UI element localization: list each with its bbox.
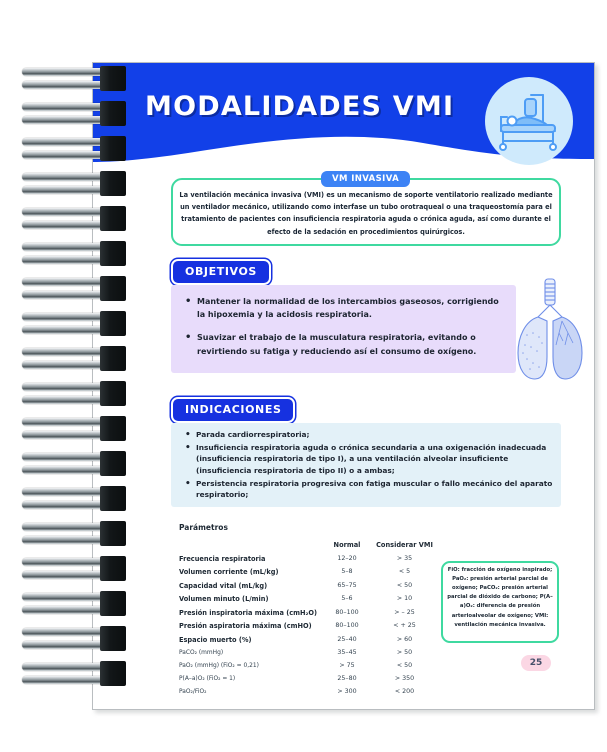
cell-param: Presión inspiratoria máxima (cmH₂O) <box>179 608 318 617</box>
spiral-coil <box>22 523 130 550</box>
list-item: • Suavizar el trabajo de la musculatura respiratoria, evitando o revirtiendo su fatiga y reduciendo así el consumo de oxígeno. <box>185 331 507 357</box>
table-row <box>179 553 434 567</box>
col-header-normal: Normal <box>333 541 361 549</box>
spiral-coil <box>22 348 130 375</box>
cell-vmi: > 60 <box>396 635 413 643</box>
cell-param: PaCO₂ (mmHg) <box>179 650 224 657</box>
cell-normal: > 75 <box>339 662 355 670</box>
vm-invasiva-body: La ventilación mecánica invasiva (VMI) es un mecanismo de soporte ventilatorio realizado mediante un ventilador mecánico, utilizando como interfase un tubo orotraqueal o una traqueostomía para el tratamiento de pacientes con insuficiencia respiratoria aguda o crónica aguda, así como durante el efecto de la sedación en procedimientos quirúrgicos. <box>179 191 553 236</box>
table-row <box>179 673 434 686</box>
lungs-illustration-icon <box>511 275 589 387</box>
cell-param: Volumen corriente (mL/kg) <box>179 568 279 577</box>
spiral-coil <box>22 243 130 270</box>
spiral-coil <box>22 453 130 480</box>
spiral-coil <box>22 593 130 620</box>
table-row <box>179 593 434 607</box>
cell-normal: 25–80 <box>337 674 357 682</box>
cell-normal: 5–8 <box>341 568 353 576</box>
spiral-coil <box>22 488 130 515</box>
spiral-coil <box>22 278 130 305</box>
cell-normal: 80–100 <box>335 608 359 616</box>
cell-param: P(A–a)O₂ (FiO₂ = 1) <box>179 675 236 682</box>
spiral-coil <box>22 208 130 235</box>
spiral-coil <box>22 313 130 340</box>
cell-normal: 65–75 <box>337 581 357 589</box>
cell-normal: 5–6 <box>341 595 353 603</box>
objetivos-list <box>185 295 507 368</box>
table-row <box>179 580 434 594</box>
cell-param: Frecuencia respiratoria <box>179 554 266 563</box>
cell-param: PaO₂/FiO₂ <box>179 688 207 695</box>
vm-invasiva-chip: VM INVASIVA <box>321 171 410 187</box>
cell-normal: > 300 <box>337 687 357 695</box>
col-header-vmi: Considerar VMI <box>376 541 433 549</box>
cell-vmi: < + 25 <box>393 622 416 630</box>
cell-param: PaO₂ (mmHg) (FiO₂ = 0,21) <box>179 663 259 670</box>
header-band <box>93 63 595 181</box>
table-row <box>179 647 434 660</box>
spiral-coil <box>22 558 130 585</box>
spiral-coil <box>22 663 130 690</box>
cell-vmi: < 50 <box>396 581 413 589</box>
page-number: 25 <box>521 655 551 671</box>
cell-vmi: > 50 <box>396 649 413 657</box>
spiral-binding <box>0 62 130 710</box>
cell-vmi: > 350 <box>394 674 415 682</box>
hospital-bed-patient-iv-icon <box>493 85 565 157</box>
cell-param: Espacio muerto (%) <box>179 635 252 644</box>
table-row <box>179 660 434 673</box>
spiral-coil <box>22 68 130 95</box>
cell-param: Presión aspiratoria máxima (cmHO) <box>179 622 312 631</box>
section-badge-indicaciones: INDICACIONES <box>171 397 295 423</box>
table-row <box>179 634 434 648</box>
spiral-coil <box>22 628 130 655</box>
list-item: • Mantener la normalidad de los intercambios gaseosos, corrigiendo la hipoxemia y la acidosis respiratoria. <box>185 295 507 321</box>
spiral-coil <box>22 418 130 445</box>
table-title: Parámetros <box>179 523 228 532</box>
spiral-coil <box>22 103 130 130</box>
cell-normal: 25–40 <box>337 635 357 643</box>
list-item: • Parada cardiorrespiratoria; <box>185 429 555 441</box>
spiral-coil <box>22 383 130 410</box>
list-item: • Persistencia respiratoria progresiva con fatiga muscular o fallo mecánico del aparato respiratorio; <box>185 478 555 501</box>
cell-normal: 35–45 <box>337 649 357 657</box>
table-row <box>179 620 434 634</box>
cell-param: Capacidad vital (mL/kg) <box>179 581 268 590</box>
table-row <box>179 607 434 621</box>
list-item: • Insuficiencia respiratoria aguda o crónica secundaria a una oxigenación inadecuada (insuficiencia respiratoria de tipo I), a una ventilación alveolar insuficiente (insuficiencia respiratoria de tipo II) o a ambas; <box>185 442 555 477</box>
cell-vmi: < 200 <box>394 687 415 695</box>
cell-normal: 12–20 <box>337 554 357 562</box>
cell-vmi: < 50 <box>396 662 413 670</box>
cell-param: Volumen minuto (L/min) <box>179 595 269 604</box>
table-body <box>179 553 434 699</box>
footnote-text: FiO: fracción de oxígeno inspirado; PaO₂: presión arterial parcial de oxígeno; PaCO₂: presión arterial parcial de dióxido de carbono; P(A–a)O₂: diferencia de presión arterioalveolar de oxígeno; VMI: ventilación mecánica invasiva. <box>447 567 553 628</box>
parameters-table <box>179 539 434 699</box>
section-badge-objetivos: OBJETIVOS <box>171 259 271 285</box>
table-header-row <box>179 539 434 553</box>
cell-vmi: > – 25 <box>394 608 415 616</box>
table-row <box>179 566 434 580</box>
cell-normal: 80–100 <box>335 622 359 630</box>
page-title: MODALIDADES VMI <box>145 91 455 122</box>
spiral-coil <box>22 173 130 200</box>
cell-vmi: > 10 <box>396 595 413 603</box>
col-header-param <box>179 539 319 553</box>
table-row <box>179 686 434 699</box>
indicaciones-list <box>185 429 555 502</box>
spiral-coil <box>22 138 130 165</box>
cell-vmi: < 5 <box>398 568 411 576</box>
notebook-page <box>92 62 595 710</box>
cell-vmi: > 35 <box>396 554 413 562</box>
parameters-table-wrap <box>179 523 434 699</box>
